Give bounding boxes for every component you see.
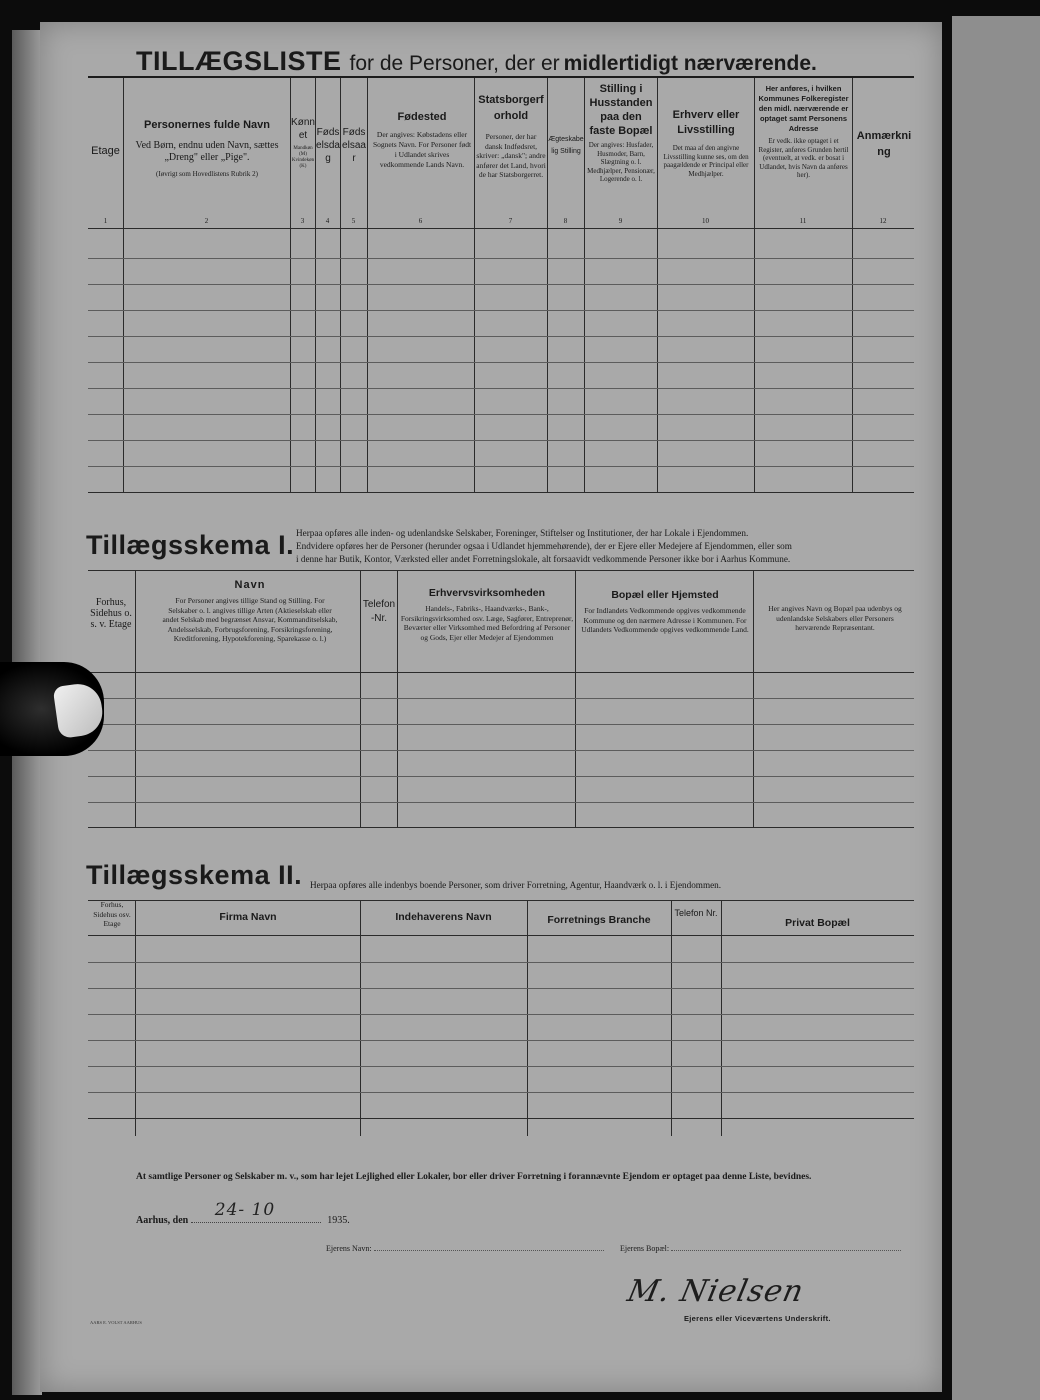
col-birthyear-title: Fødselsaar — [342, 127, 366, 164]
table-row-rule — [88, 284, 914, 285]
skema1-header-bottom — [88, 672, 914, 673]
table-row-rule — [88, 440, 914, 441]
year-label: 1935. — [327, 1215, 350, 1226]
table-row-rule — [88, 776, 914, 777]
owner-name-label: Ejerens Navn: — [326, 1244, 372, 1253]
skema2-col-divider — [360, 900, 361, 1136]
skema2-bottom — [88, 1118, 914, 1119]
skema1-col-erhverv-desc: Handels-, Fabriks-, Haandværks-, Bank-, Forsikringsvirksomhed osv. Læge, Sagfører, Entreprenør, Beværter eller Virksomhed med Befordring af Personer og Gods, Ejer eller Medejer af Ejendommen — [400, 604, 574, 642]
col-number: 6 — [418, 217, 423, 225]
table-row-rule — [88, 1014, 914, 1015]
printer-imprint: AARS E. VOLST AARHUS — [90, 1320, 142, 1325]
certification-text: At samtlige Personer og Selskaber m. v., som har lejet Lejlighed eller Lokaler, bor eller driver Forretning i forannævnte Ejendom er optaget paa denne Liste, bevidnes. — [136, 1172, 812, 1182]
skema2-col-divider — [721, 900, 722, 1136]
col-number: 7 — [508, 217, 513, 225]
table-row-rule — [88, 414, 914, 415]
owner-name-dots — [374, 1250, 604, 1251]
owner-address-label: Ejerens Bopæl: — [620, 1244, 670, 1253]
col-number: 2 — [204, 217, 209, 225]
main-col-divider — [657, 78, 658, 492]
skema1-col-divider — [753, 570, 754, 828]
col-number: 9 — [618, 217, 623, 225]
owner-name-field — [326, 1244, 612, 1253]
skema2-col-divider — [527, 900, 528, 1136]
col-number: 10 — [702, 217, 709, 225]
main-col-divider — [754, 78, 755, 492]
owner-address-field — [620, 1244, 920, 1253]
skema1-col-navn-header — [160, 578, 340, 644]
date-field — [191, 1200, 321, 1223]
col-occupation-title: Erhverv eller Livsstilling — [672, 109, 740, 136]
title-rest: for de Personer, der er — [349, 52, 560, 75]
table-row-rule — [88, 698, 914, 699]
table-row-rule — [88, 362, 914, 363]
col-number: 11 — [799, 217, 807, 225]
col-register-desc: Er vedk. ikke optaget i et Register, anføres Grunden hertil (eventuelt, at vedk. er bosat i Udlandet, hvis Navn da anføres her). — [758, 137, 849, 179]
col-birthplace-desc: Der angives: Købstadens eller Sognets Navn. For Personer født i Udlandet skrives vedkommende Lands Navn. — [372, 130, 472, 169]
col-birthday-title: Fødselsdag — [316, 127, 340, 164]
col-etage-title: Etage — [91, 145, 120, 157]
skema1-col-repr-desc: Her angives Navn og Bopæl paa udenbys og udenlandske Selskabers eller Personers herværende Repræsentant. — [768, 604, 902, 632]
skema1-desc-line: i denne har Butik, Kontor, Værksted eller andet Forretningslokale, alt forsaavidt vedkommende Personer ikke bor i Aarhus Kommune. — [296, 554, 791, 564]
col-number: 5 — [351, 217, 356, 225]
table-row-rule — [88, 802, 914, 803]
date-handwritten: 24- 10 — [214, 1200, 276, 1220]
skema1-col-navn-title: Navn — [234, 579, 266, 591]
place-label: Aarhus, den — [136, 1215, 189, 1226]
skema1-col-telefon: Telefon-Nr. — [362, 599, 396, 624]
table-row-rule — [88, 724, 914, 725]
col-register-header — [756, 84, 851, 180]
col-citizenship-title: Statsborgerforhold — [478, 94, 544, 122]
col-name-title: Personernes fulde Navn — [144, 119, 270, 131]
skema1-desc-line: Herpaa opføres alle inden- og udenlandske Selskaber, Foreninger, Stiftelser og Institutioner, der har Lokale i Ejendommen. — [296, 528, 749, 538]
col-marital-title: Ægteskabelig Stilling — [548, 136, 584, 155]
table-row-rule — [88, 258, 914, 259]
col-name-note: (Iøvrigt som Hovedlistens Rubrik 2) — [156, 170, 258, 178]
skema1-col-divider — [360, 570, 361, 828]
col-sex-title: Kønnet — [291, 117, 315, 141]
main-table-top-rule — [88, 76, 914, 78]
skema2-col-divider — [671, 900, 672, 1136]
signature-label: Ejerens eller Viceværtens Underskrift. — [684, 1314, 831, 1323]
skema1-desc-line: Endvidere opføres her de Personer (herunder ogsaa i Udlandet hjemmehørende), der er Ejere eller Medejere af Ejendommen, eller som — [296, 541, 792, 551]
skema2-header-bottom — [88, 935, 914, 936]
skema1-col-divider — [575, 570, 576, 828]
skema1-col-erhverv-header — [400, 586, 574, 642]
col-name-desc: Ved Børn, endnu uden Navn, sættes „Dreng" eller „Pige". — [135, 140, 279, 163]
col-sex-desc: Mandkøn (M) Kvindekøn (K) — [291, 146, 315, 169]
table-row-rule — [88, 1092, 914, 1093]
main-col-divider — [474, 78, 475, 492]
skema1-col-bopael-header — [580, 588, 750, 635]
col-name-header — [126, 118, 288, 179]
main-col-divider — [584, 78, 585, 492]
skema2-col-bopael: Privat Bopæl — [785, 917, 850, 929]
skema1-col-erhverv-title: Erhvervsvirksomheden — [428, 587, 546, 599]
main-col-divider — [367, 78, 368, 492]
skema1-description — [296, 527, 916, 566]
col-number: 8 — [563, 217, 568, 225]
col-number: 1 — [103, 217, 108, 225]
skema2-col-etage: Forhus, Sidehus osv. Etage — [93, 900, 131, 928]
owner-address-dots — [671, 1250, 901, 1251]
skema1-col-etage: Forhus, Sidehus o. s. v. Etage — [90, 597, 132, 630]
col-remark-title: Anmærkning — [856, 130, 912, 158]
col-number: 3 — [300, 217, 305, 225]
table-row-rule — [88, 466, 914, 467]
skema1-col-bopael-title: Bopæl eller Hjemsted — [611, 589, 719, 601]
skema2-col-firma: Firma Navn — [219, 911, 277, 923]
col-household-title: Stilling i Husstanden paa den faste Bopæl — [589, 83, 653, 137]
place-date-line — [136, 1200, 436, 1232]
table-row-rule — [88, 988, 914, 989]
title-bold-end: midlertidigt nærværende. — [563, 52, 817, 75]
skema1-col-divider — [397, 570, 398, 828]
skema2-top-rule — [88, 900, 914, 901]
col-birthplace-header — [372, 110, 472, 170]
col-birthplace-title: Fødested — [397, 111, 447, 123]
col-number: 4 — [325, 217, 330, 225]
col-household-header — [586, 82, 656, 184]
skema1-top-rule — [88, 570, 914, 571]
skema2-description: Herpaa opføres alle indenbys boende Personer, som driver Forretning, Agentur, Haandværk o. l. i Ejendommen. — [310, 880, 722, 890]
table-row-rule — [88, 1040, 914, 1041]
col-register-title: Her anføres, i hvilken Kommunes Folkeregister den midl. nærværende er optaget samt Personens Adresse — [758, 84, 849, 133]
skema2-col-branche: Forretnings Branche — [547, 914, 651, 926]
main-table-bottom — [88, 492, 914, 493]
skema2-col-indehaver: Indehaverens Navn — [395, 911, 492, 923]
col-number: 12 — [879, 217, 887, 225]
skema1-col-navn-desc: For Personer angives tillige Stand og Stilling. For Selskaber o. l. angives tillige Arten (Aktieselskab eller andet Selskab med begrænset Ansvar, Kommanditselskab, Andelsselskab, Forbrugsforening, Forsikringsforening, Kreditforening, Hypotekforening, Sparekasse o. l.) — [162, 596, 338, 643]
col-household-desc: Der angives: Husfader, Husmoder, Barn, Slægtning o. l. Medhjælper, Pensionær, Logerende o. l. — [587, 141, 655, 183]
skema2-col-divider — [135, 900, 136, 1136]
table-row-rule — [88, 388, 914, 389]
skema1-bottom — [88, 827, 914, 828]
skema2-col-telefon: Telefon Nr. — [674, 908, 718, 918]
skema2-title: Tillægsskema II. — [86, 860, 303, 890]
col-occupation-header — [659, 108, 753, 178]
skema1-title: Tillægsskema I. — [86, 530, 295, 560]
col-occupation-desc: Det maa af den angivne Livsstilling kunne ses, om den paagældende er Principal eller Medhjælper. — [663, 144, 749, 178]
table-row-rule — [88, 336, 914, 337]
main-col-divider — [123, 78, 124, 492]
main-table-header-bottom — [88, 228, 914, 229]
col-citizenship-header — [476, 92, 546, 180]
main-col-divider — [852, 78, 853, 492]
signature: M. Nielsen — [624, 1274, 808, 1309]
skema1-col-bopael-desc: For Indlandets Vedkommende opgives vedkommende Kommune og den nærmere Adresse i Kommunen. For Udlandets Vedkommende opgives vedkommende Land. — [581, 606, 749, 634]
col-citizenship-desc: Personer, der har dansk Indfødsret, skriver: „dansk"; andre anfører det Land, hvori de har Statsborgerret. — [476, 132, 546, 179]
facing-page — [952, 16, 1040, 1400]
table-row-rule — [88, 310, 914, 311]
title-main: TILLÆGSLISTE — [136, 46, 342, 76]
col-sex-header — [291, 116, 315, 170]
census-form-page — [40, 22, 942, 1392]
form-title — [136, 46, 896, 77]
table-row-rule — [88, 1066, 914, 1067]
skema1-col-divider — [135, 570, 136, 828]
table-row-rule — [88, 750, 914, 751]
table-row-rule — [88, 962, 914, 963]
